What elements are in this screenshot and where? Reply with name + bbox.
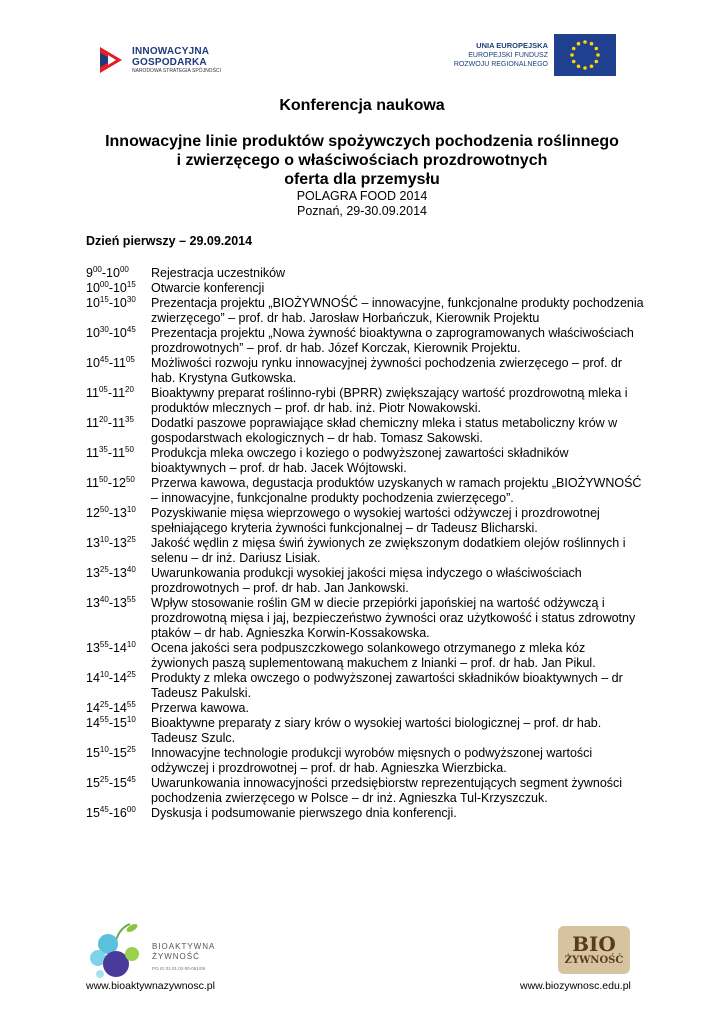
schedule-time: $11^{20}-11^{35}$ [86, 415, 134, 430]
schedule-time: $14^{10}-14^{25}$ [86, 670, 136, 685]
schedule-description: Dyskusja i podsumowanie pierwszego dnia konferencji. [151, 806, 457, 820]
bio-line2: ŻYWNOŚĆ [152, 952, 200, 961]
schedule-row [86, 296, 646, 326]
schedule-description: Bioaktywny preparat roślinno-rybi (BPRR) zwiększający wartość prozdrowotną mleka i produktów mlecznych – prof. dr hab. inż. Piotr Nowakowski. [151, 386, 628, 415]
schedule-time: $9^{00}-10^{00}$ [86, 265, 129, 280]
eu-line3: ROZWOJU REGIONALNEGO [453, 61, 548, 68]
schedule-description: Uwarunkowania produkcji wysokiej jakości mięsa indyczego o właściwościach prozdrowotnych – prof. dr hab. Jan Jankowski. [151, 566, 582, 595]
schedule-time: $11^{05}-11^{20}$ [86, 385, 134, 400]
schedule-description: Przerwa kawowa. [151, 701, 249, 715]
eu-flag-icon [554, 34, 616, 76]
schedule-row [86, 716, 646, 746]
schedule-description: Jakość wędlin z mięsa świń żywionych ze zwiększonym dodatkiem olejów roślinnych i selenu – dr inż. Dariusz Lisiak. [151, 536, 626, 565]
schedule-description: Ocena jakości sera podpuszczkowego solankowego otrzymanego z mleka kóz żywionych paszą suplementowaną makuchem z lnianki – prof. dr hab. Jan Pikul. [151, 641, 596, 670]
schedule-row [86, 446, 646, 476]
schedule-time: $15^{45}-16^{00}$ [86, 805, 136, 820]
schedule-description: Otwarcie konferencji [151, 281, 265, 295]
schedule-time: $14^{55}-15^{10}$ [86, 715, 136, 730]
location-date: Poznań, 29-30.09.2014 [297, 204, 427, 218]
schedule-list [86, 266, 646, 821]
schedule-time: $11^{50}-12^{50}$ [86, 475, 135, 490]
schedule-time: $15^{25}-15^{45}$ [86, 775, 136, 790]
schedule-time: $13^{10}-13^{25}$ [86, 535, 136, 550]
schedule-row [86, 701, 646, 716]
conference-label: Konferencja naukowa [279, 97, 445, 114]
schedule-row [86, 326, 646, 356]
title-line1: Innowacyjne linie produktów spożywczych pochodzenia roślinnego [105, 133, 619, 150]
title-block [60, 96, 664, 219]
schedule-row [86, 806, 646, 821]
schedule-row [86, 281, 646, 296]
schedule-row [86, 386, 646, 416]
schedule-description: Bioaktywne preparaty z siary krów o wysokiej wartości biologicznej – prof. dr hab. Tadeusz Szulc. [151, 716, 602, 745]
day-heading: Dzień pierwszy – 29.09.2014 [86, 234, 253, 248]
schedule-description: Rejestracja uczestników [151, 266, 286, 280]
schedule-description: Dodatki paszowe poprawiające skład chemiczny mleka i status metaboliczny krów w gospodarstwach ekologicznych – dr hab. Tomasz Sakowski. [151, 416, 618, 445]
ig-line2: GOSPODARKA [132, 56, 207, 68]
schedule-time: $10^{00}-10^{15}$ [86, 280, 136, 295]
schedule-description: Pozyskiwanie mięsa wieprzowego o wysokiej wartości odżywczej i prozdrowotnej spełniającego kryteria żywności funkcjonalnej – dr Tadeusz Blicharski. [151, 506, 600, 535]
schedule-description: Produkty z mleka owczego o podwyższonej zawartości składników bioaktywnych – dr Tadeusz Pakulski. [151, 671, 623, 700]
bioaktywna-zywnosc-logo [86, 920, 236, 982]
schedule-description: Możliwości rozwoju rynku innowacyjnej żywności pochodzenia zwierzęcego – prof. dr hab. Krystyna Gutkowska. [151, 356, 623, 385]
biozywnosc-logo [558, 926, 630, 974]
schedule-time: $12^{50}-13^{10}$ [86, 505, 136, 520]
bio-line1: BIOAKTYWNA [152, 942, 216, 951]
eu-line1: UNIA EUROPEJSKA [476, 41, 548, 50]
schedule-row [86, 746, 646, 776]
schedule-time: $15^{10}-15^{25}$ [86, 745, 136, 760]
bz-line1: BIO [572, 932, 616, 956]
schedule-row [86, 566, 646, 596]
ig-line3: NARODOWA STRATEGIA SPÓJNOŚCI [132, 67, 221, 74]
schedule-row [86, 266, 646, 281]
event-name: POLAGRA FOOD 2014 [296, 189, 428, 203]
schedule-description: Innowacyjne technologie produkcji wyrobów mięsnych o podwyższonej wartości odżywczej i prozdrowotnej – prof. dr hab. Agnieszka Wierzbicka. [151, 746, 593, 775]
bz-line2: ŻYWNOŚĆ [564, 955, 624, 966]
schedule-time: $14^{25}-14^{55}$ [86, 700, 136, 715]
bio-bubbles-icon [86, 920, 150, 982]
url-biozywnosc[interactable]: www.biozywnosc.edu.pl [520, 980, 631, 992]
schedule-time: $11^{35}-11^{50}$ [86, 445, 134, 460]
schedule-time: $10^{45}-11^{05}$ [86, 355, 135, 370]
schedule-time: $10^{15}-10^{30}$ [86, 295, 136, 310]
ig-flag-icon [96, 45, 126, 75]
schedule-row [86, 671, 646, 701]
eu-logo [444, 30, 624, 80]
eu-line2: EUROPEJSKI FUNDUSZ [468, 52, 548, 59]
title-line2: i zwierzęcego o właściwościach prozdrowotnych [176, 152, 548, 169]
schedule-time: $13^{55}-14^{10}$ [86, 640, 136, 655]
schedule-description: Prezentacja projektu „BIOŻYWNOŚĆ – innowacyjne, funkcjonalne produkty pochodzenia zwierzęcego” – prof. dr hab. Jarosław Horbańczuk, Kierownik Projektu [151, 296, 644, 325]
schedule-time: $13^{25}-13^{40}$ [86, 565, 136, 580]
schedule-row [86, 536, 646, 566]
bio-code: PO IG 01.01.02-00-061/09 [152, 966, 206, 971]
schedule-time: $10^{30}-10^{45}$ [86, 325, 136, 340]
schedule-description: Produkcja mleka owczego i koziego o podwyższonej zawartości składników bioaktywnych – prof. dr hab. Jacek Wójtowski. [151, 446, 569, 475]
schedule-description: Wpływ stosowanie roślin GM w diecie przepiórki japońskiej na wartość odżywczą i prozdrowotną mięsa i jaj, bezpieczeństwo żywności oraz użytkowość i status zdrowotny ptaków – dr hab. Agnieszka Korwin-Kossakowska. [151, 596, 636, 640]
schedule-row [86, 476, 646, 506]
schedule-row [86, 776, 646, 806]
innowacyjna-gospodarka-logo [96, 30, 236, 90]
schedule-row [86, 596, 646, 641]
schedule-time: $13^{40}-13^{55}$ [86, 595, 136, 610]
schedule-description: Przerwa kawowa, degustacja produktów uzyskanych w ramach projektu „BIOŻYWNOŚĆ – innowacyjne, funkcjonalne produkty pochodzenia zwierzęcego”. [151, 476, 642, 505]
schedule-row [86, 506, 646, 536]
schedule-description: Prezentacja projektu „Nowa żywność bioaktywna o zaprogramowanych właściwościach prozdrowotnych” – prof. dr hab. Józef Korczak, Kierownik Projektu. [151, 326, 634, 355]
schedule-description: Uwarunkowania innowacyjności przedsiębiorstw reprezentujących segment żywności pochodzenia zwierzęcego w Polsce – dr inż. Agnieszka Tul-Krzyszczuk. [151, 776, 623, 805]
schedule-row [86, 416, 646, 446]
ig-line1: INNOWACYJNA [132, 45, 210, 57]
url-bioaktywnazywnosc[interactable]: www.bioaktywnazywnosc.pl [86, 980, 215, 992]
schedule-row [86, 356, 646, 386]
schedule-row [86, 641, 646, 671]
title-line3: oferta dla przemysłu [284, 171, 440, 188]
